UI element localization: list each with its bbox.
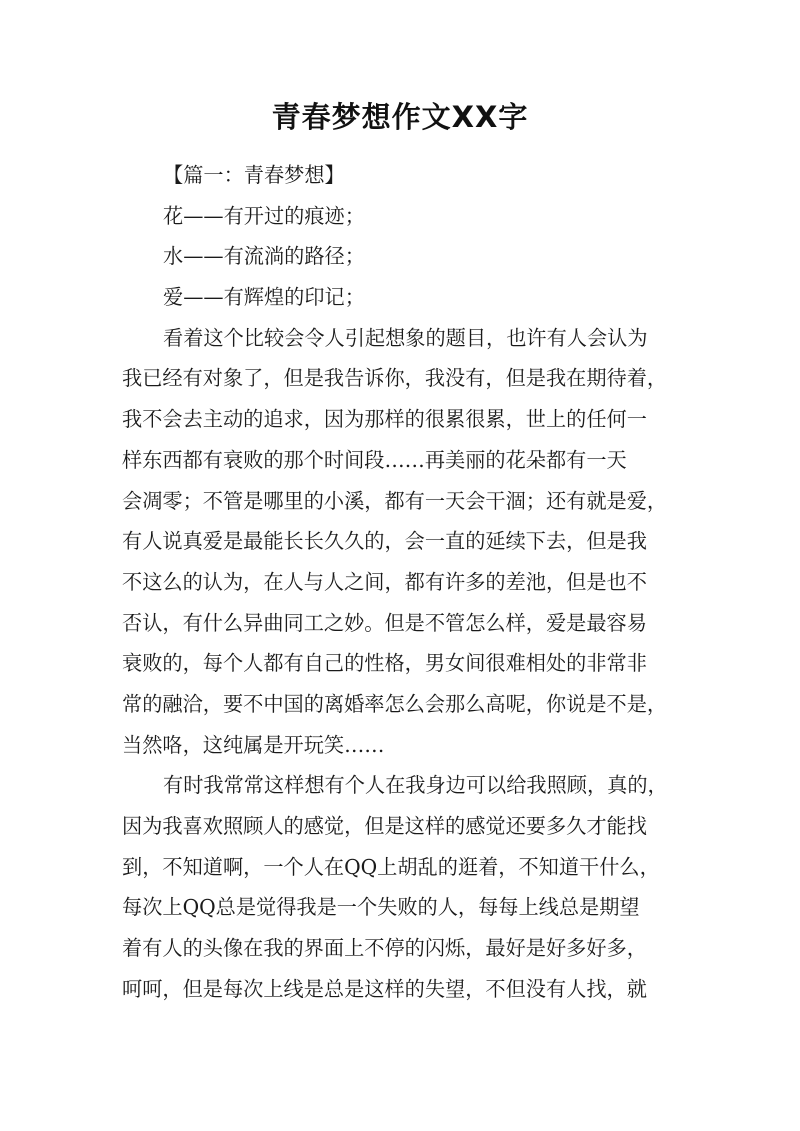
paragraph-line: 我已经有对象了，但是我告诉你，我没有，但是我在期待着，	[122, 366, 668, 391]
poem-line: 水——有流淌的路径；	[163, 244, 365, 269]
poem-line: 花——有开过的痕迹；	[163, 203, 365, 228]
paragraph-line: 会凋零；不管是哪里的小溪，都有一天会干涸；还有就是爱，	[122, 488, 668, 513]
paragraph-line: 当然咯，这纯属是开玩笑……	[122, 732, 385, 757]
paragraph-line: 因为我喜欢照顾人的感觉，但是这样的感觉还要多久才能找	[122, 814, 647, 838]
section-heading: 【篇一：青春梦想】	[163, 163, 345, 187]
paragraph-line: 否认，有什么异曲同工之妙。但是不管怎么样，爱是最容易	[122, 610, 647, 635]
document-title: 青春梦想作文XX字	[271, 100, 529, 134]
paragraph-line: 样东西都有衰败的那个时间段……再美丽的花朵都有一天	[122, 447, 627, 472]
paragraph-line: 不这么的认为，在人与人之间，都有许多的差池，但是也不	[122, 569, 647, 594]
paragraph-line: 每次上QQ总是觉得我是一个失败的人，每每上线总是期望	[122, 895, 640, 920]
document-body	[122, 155, 682, 1009]
paragraph-line: 看着这个比较会令人引起想象的题目，也许有人会认为	[163, 325, 648, 350]
paragraph-line: 常的融洽，要不中国的离婚率怎么会那么高呢，你说是不是，	[122, 691, 668, 716]
paragraph-line: 我不会去主动的追求，因为那样的很累很累，世上的任何一	[122, 407, 647, 432]
paragraph-line: 着有人的头像在我的界面上不停的闪烁，最好是好多好多，	[122, 936, 647, 961]
paragraph-line: 衰败的，每个人都有自己的性格，男女间很难相处的非常非	[122, 651, 647, 676]
paragraph-line: 有时我常常这样想有个人在我身边可以给我照顾，真的，	[163, 773, 668, 798]
paragraph-line: 呵呵，但是每次上线是总是这样的失望，不但没有人找，就	[122, 976, 647, 1001]
poem-line: 爱——有辉煌的印记；	[163, 285, 365, 310]
paragraph-line: 有人说真爱是最能长长久久的，会一直的延续下去，但是我	[122, 529, 647, 554]
paragraph-line: 到，不知道啊，一个人在QQ上胡乱的逛着，不知道干什么，	[122, 854, 660, 879]
